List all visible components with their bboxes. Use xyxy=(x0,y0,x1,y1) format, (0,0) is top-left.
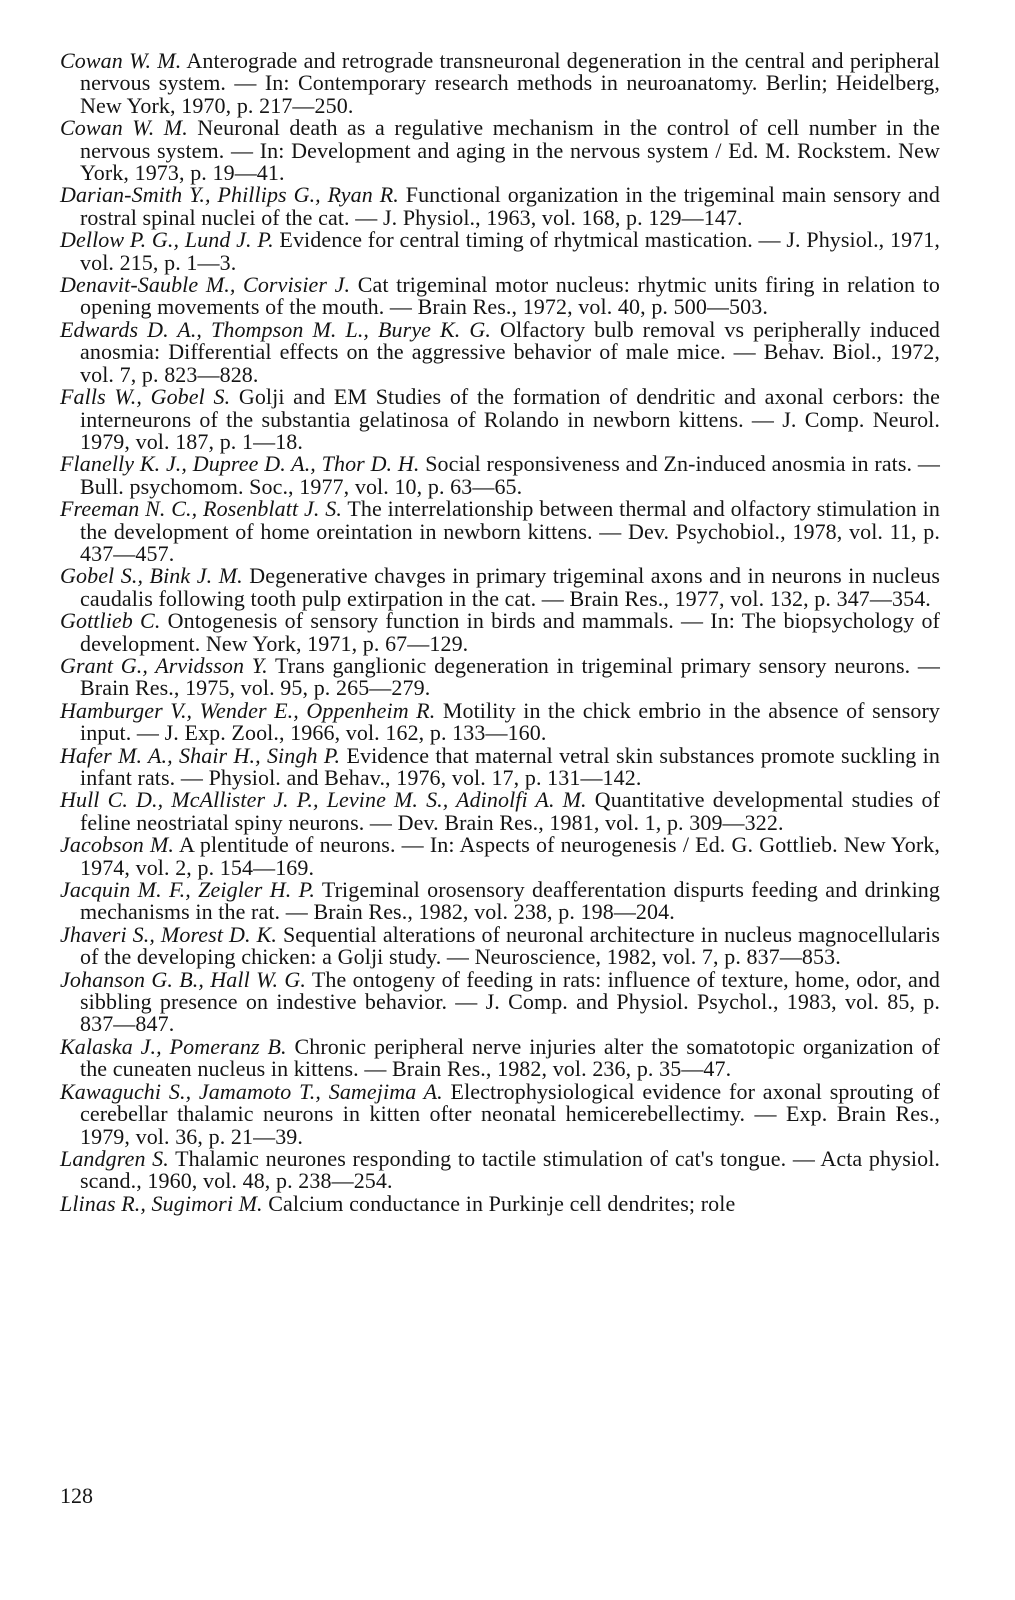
reference-text: Sequential alterations of neuronal architecture in nucleus magnocellularis of the developing chicken: a Golji study. — Neuroscience, 1982, vol. 7, p. 837—853. xyxy=(80,921,940,970)
reference-authors: Jhaveri S., Morest D. K. xyxy=(60,921,277,947)
reference-entry xyxy=(60,498,940,565)
reference-text: Thalamic neurones responding to tactile stimulation of cat's tongue. — Acta physiol. scand., 1960, vol. 48, p. 238—254. xyxy=(80,1145,941,1194)
reference-text: Anterograde and retrograde transneuronal degeneration in the central and peripheral nervous system. — In: Contemporary research methods in neuroanatomy. Berlin; Heidelberg, New York, 1970, p. 217—250. xyxy=(80,48,940,118)
reference-entry xyxy=(60,274,940,319)
reference-text: The interrelationship between thermal and olfactory stimulation in the development of home oreintation in newborn kittens. — Dev. Psychobiol., 1978, vol. 11, p. 437—457. xyxy=(80,496,940,566)
reference-entry xyxy=(60,184,940,229)
reference-entry xyxy=(60,879,940,924)
reference-authors: Cowan W. M. xyxy=(60,48,182,73)
reference-authors: Denavit-Sauble M., Corvisier J. xyxy=(60,272,351,298)
reference-text: Olfactory bulb removal vs peripherally induced anosmia: Differential effects on the aggressive behavior of male mice. — Behav. Biol., 1972, vol. 7, p. 823—828. xyxy=(80,316,940,387)
reference-text: Electrophysiological evidence for axonal sprouting of cerebellar thalamic neurons in kitten ofter neonatal hemicerebellectimy. — Exp. Brain Res., 1979, vol. 36, p. 21—39. xyxy=(80,1078,940,1149)
page-number: 128 xyxy=(60,1483,93,1508)
reference-entry xyxy=(60,834,940,879)
reference-authors: Gobel S., Bink J. M. xyxy=(60,563,243,589)
reference-entry xyxy=(60,610,940,655)
reference-entry xyxy=(60,1190,940,1216)
reference-entry xyxy=(60,50,940,117)
bibliography-page xyxy=(60,50,940,1215)
reference-entry xyxy=(60,1078,940,1149)
reference-authors: Darian-Smith Y., Phillips G., Ryan R. xyxy=(60,182,399,208)
reference-text: Functional organization in the trigeminal main sensory and rostral spinal nuclei of the cat. — J. Physiol., 1963, vol. 168, p. 129—147. xyxy=(80,182,940,230)
reference-authors: Hull C. D., McAllister J. P., Levine M. S., Adinolfi A. M. xyxy=(60,787,587,813)
reference-text: Degenerative chavges in primary trigeminal axons and in neurons in nucleus caudalis following tooth pulp extirpation in the cat. — Brain Res., 1977, vol. 132, p. 347—354. xyxy=(80,563,940,611)
reference-authors: Jacquin M. F., Zeigler H. P. xyxy=(60,877,315,903)
reference-entry xyxy=(60,742,940,790)
reference-authors: Freeman N. C., Rosenblatt J. S. xyxy=(60,496,342,522)
reference-text: The ontogeny of feeding in rats: influence of texture, home, odor, and sibbling presence on indestive behavior. — J. Comp. and Physiol. Psychol., 1983, vol. 85, p. 837—847. xyxy=(80,966,941,1037)
reference-text: Evidence that maternal vetral skin substances promote suckling in infant rats. — Physiol. and Behav., 1976, vol. 17, p. 131—142. xyxy=(80,742,940,790)
reference-authors: Landgren S. xyxy=(60,1145,169,1171)
reference-text: Calcium conductance in Purkinje cell dendrites; role xyxy=(268,1190,736,1216)
reference-authors: Johanson G. B., Hall W. G. xyxy=(60,966,306,992)
reference-text: Motility in the chick embrio in the absence of sensory input. — J. Exp. Zool., 1966, vol. 162, p. 133—160. xyxy=(80,697,940,746)
reference-text: Evidence for central timing of rhytmical mastication. — J. Physiol., 1971, vol. 215, p. 1—3. xyxy=(80,227,941,275)
reference-entry xyxy=(60,652,941,701)
reference-text: Ontogenesis of sensory function in birds and mammals. — In: The biopsychology of development. New York, 1971, p. 67—129. xyxy=(80,608,940,656)
reference-entry xyxy=(60,453,940,498)
reference-entry xyxy=(60,1145,941,1194)
reference-authors: Edwards D. A., Thompson M. L., Burye K. G. xyxy=(60,316,491,342)
reference-authors: Falls W., Gobel S. xyxy=(60,384,231,410)
reference-text: Social responsiveness and Zn-induced anosmia in rats. — Bull. psychomom. Soc., 1977, vol. 10, p. 63—65. xyxy=(80,451,940,499)
reference-authors: Cowan W. M. xyxy=(60,115,188,141)
reference-text: Chronic peripheral nerve injuries alter the somatotopic organization of the cuneaten nucleus in kittens. — Brain Res., 1982, vol. 236, p. 35—47. xyxy=(80,1033,940,1082)
reference-entry xyxy=(60,229,940,274)
reference-entry xyxy=(60,316,940,387)
reference-entry xyxy=(60,1033,940,1082)
reference-authors: Jacobson M. xyxy=(60,832,175,858)
reference-authors: Gottlieb C. xyxy=(60,608,161,634)
reference-authors: Grant G., Arvidsson Y. xyxy=(60,652,268,678)
reference-list xyxy=(60,50,940,1215)
reference-entry xyxy=(60,697,940,746)
reference-authors: Hafer M. A., Shair H., Singh P. xyxy=(60,742,341,768)
reference-text: Neuronal death as a regulative mechanism in the control of cell number in the nervous system. — In: Development and aging in the nervous system / Ed. M. Rockstem. New York, 1973, p. 19—41. xyxy=(80,115,940,186)
reference-entry xyxy=(60,789,940,834)
reference-authors: Llinas R., Sugimori M. xyxy=(60,1190,263,1216)
reference-entry xyxy=(60,117,940,184)
reference-text: Cat trigeminal motor nucleus: rhytmic units firing in relation to opening movements of the mouth. — Brain Res., 1972, vol. 40, p. 500—503. xyxy=(80,272,940,320)
reference-text: Trans ganglionic degeneration in trigeminal primary sensory neurons. — Brain Res., 1975, vol. 95, p. 265—279. xyxy=(80,652,941,701)
reference-entry xyxy=(60,565,940,610)
reference-text: Quantitative developmental studies of feline neostriatal spiny neurons. — Dev. Brain Res., 1981, vol. 1, p. 309—322. xyxy=(80,787,940,835)
reference-entry xyxy=(60,921,940,970)
reference-entry xyxy=(60,966,941,1037)
reference-entry xyxy=(60,386,940,453)
reference-authors: Kalaska J., Pomeranz B. xyxy=(60,1033,287,1059)
reference-authors: Kawaguchi S., Jamamoto T., Samejima A. xyxy=(60,1078,443,1104)
reference-text: Golji and EM Studies of the formation of dendritic and axonal cerbors: the interneurons of the substantia gelatinosa of Rolando in newborn kittens. — J. Comp. Neurol. 1979, vol. 187, p. 1—18. xyxy=(80,384,940,454)
reference-authors: Dellow P. G., Lund J. P. xyxy=(60,227,274,253)
reference-authors: Flanelly K. J., Dupree D. A., Thor D. H. xyxy=(60,451,420,477)
reference-text: Trigeminal orosensory deafferentation dispurts feeding and drinking mechanisms in the rat. — Brain Res., 1982, vol. 238, p. 198—204. xyxy=(80,877,940,925)
reference-text: A plentitude of neurons. — In: Aspects of neurogenesis / Ed. G. Gottlieb. New York, 1974, vol. 2, p. 154—169. xyxy=(80,832,940,880)
reference-authors: Hamburger V., Wender E., Oppenheim R. xyxy=(60,697,436,723)
